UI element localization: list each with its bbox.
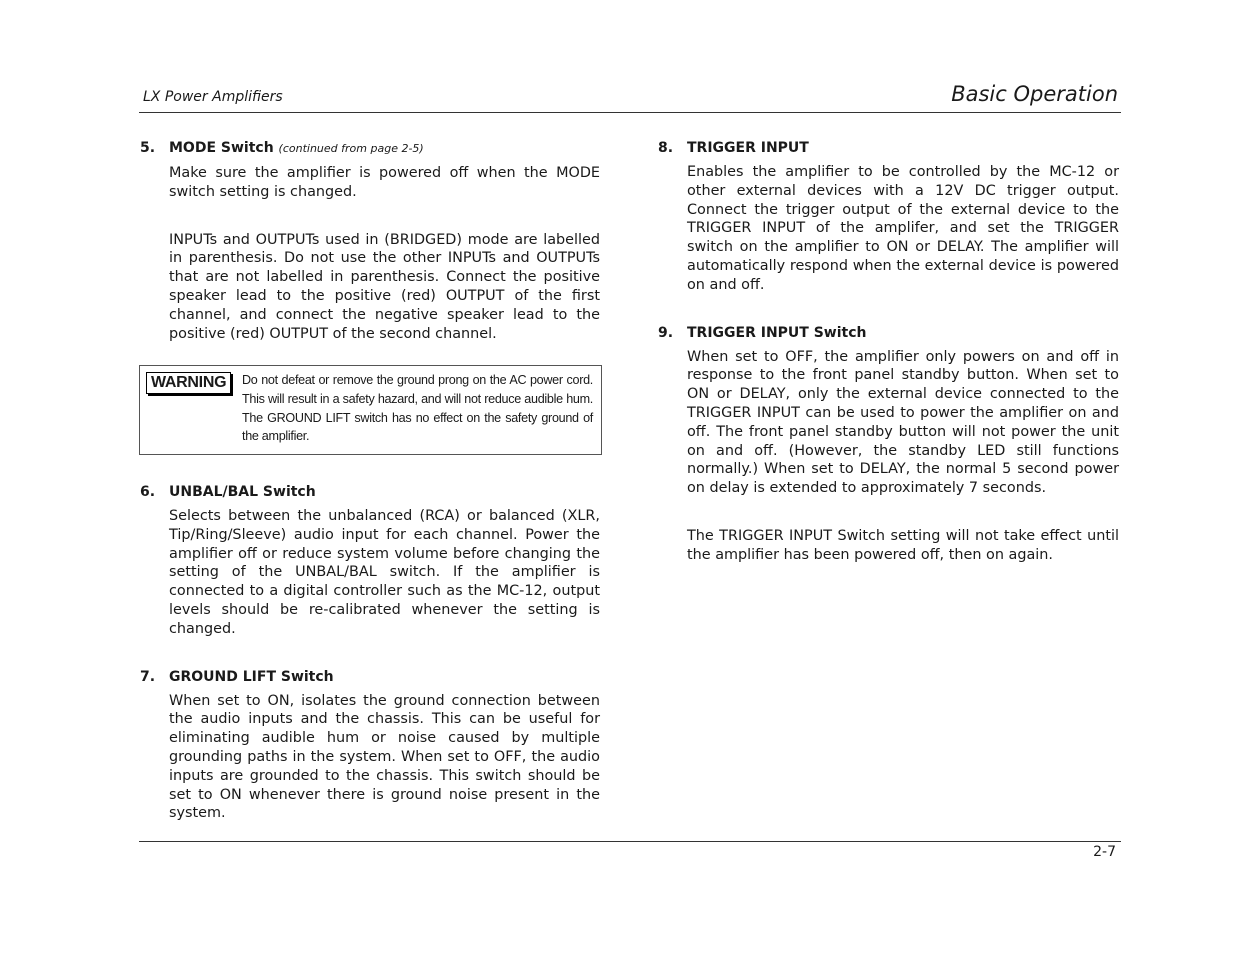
item-7-heading <box>140 668 600 686</box>
item-title: UNBAL/BAL Switch <box>169 484 316 500</box>
item-8-heading <box>658 139 1119 157</box>
paragraph: When set to OFF, the amplifier only powers on and off in response to the front panel standby button. When set to ON or DELAY, only the external device connected to the TRIGGER INPUT can be used to power the amplifier on and off. The front panel standby button will not power the unit on and off. (However, the standby LED still functions normally.) When set to DELAY, the normal 5 second power on delay is extended to approximately 7 seconds. <box>687 348 1119 497</box>
item-6-heading <box>140 483 600 501</box>
footer-rule <box>139 841 1121 842</box>
continued-note: (continued from page 2-5) <box>278 142 424 155</box>
item-number: 7. <box>140 668 156 685</box>
left-column-lower <box>140 483 600 823</box>
item-9-heading <box>658 324 1119 342</box>
warning-label: WARNING <box>146 372 231 394</box>
paragraph: Selects between the unbalanced (RCA) or balanced (XLR, Tip/Ring/Sleeve) audio input for each channel. Power the amplifier off or reduce system volume before changing the setting of the UNBAL/BAL switch. If the amplifier is connected to a digital controller such as the MC-12, output levels should be re-calibrated whenever the setting is changed. <box>169 508 600 637</box>
header-rule <box>139 112 1121 113</box>
item-title: MODE Switch <box>169 140 274 156</box>
paragraph: The TRIGGER INPUT Switch setting will not take effect until the amplifier has been powered off, then on again. <box>687 527 1119 563</box>
warning-box <box>139 365 602 455</box>
paragraph: INPUTs and OUTPUTs used in (BRIDGED) mode are labelled in parenthesis. Do not use the other INPUTs and OUTPUTs that are not labelled in parenthesis. Connect the positive speaker lead to the positive (red) OUTPUT of the first channel, and connect the negative speaker lead to the positive (red) OUTPUT of the second channel. <box>169 231 600 342</box>
left-column <box>140 139 600 343</box>
running-header-title: LX Power Amplifiers <box>143 89 283 105</box>
item-number: 5. <box>140 140 156 156</box>
paragraph: Make sure the amplifier is powered off when the MODE switch setting is changed. <box>169 165 600 200</box>
item-number: 9. <box>658 324 674 341</box>
item-title: TRIGGER INPUT <box>687 140 809 156</box>
warning-text: Do not defeat or remove the ground prong on the AC power cord. This will result in a safety hazard, and will not reduce audible hum. The GROUND LIFT switch has no effect on the safety ground of the amplifier. <box>242 373 593 444</box>
item-title: TRIGGER INPUT Switch <box>687 324 867 341</box>
page-number: 2-7 <box>1093 844 1116 860</box>
item-number: 8. <box>658 140 674 156</box>
item-number: 6. <box>140 484 156 500</box>
paragraph: When set to ON, isolates the ground connection between the audio inputs and the chassis. This can be useful for eliminating audible hum or noise caused by multiple grounding paths in the system. When set to OFF, the audio inputs are grounded to the chassis. This switch should be set to ON whenever there is ground noise present in the system. <box>169 692 600 822</box>
item-5-heading <box>140 139 600 158</box>
right-column <box>658 139 1119 565</box>
item-title: GROUND LIFT Switch <box>169 668 334 685</box>
paragraph: Enables the amplifier to be controlled by the MC-12 or other external devices with a 12V DC trigger output. Connect the trigger output of the external device to the TRIGGER INPUT of the amplifer, and set the TRIGGER switch on the amplifier to ON or DELAY. The amplifier will automatically respond when the external device is powered on and off. <box>687 164 1119 293</box>
section-title: Basic Operation <box>951 82 1118 106</box>
